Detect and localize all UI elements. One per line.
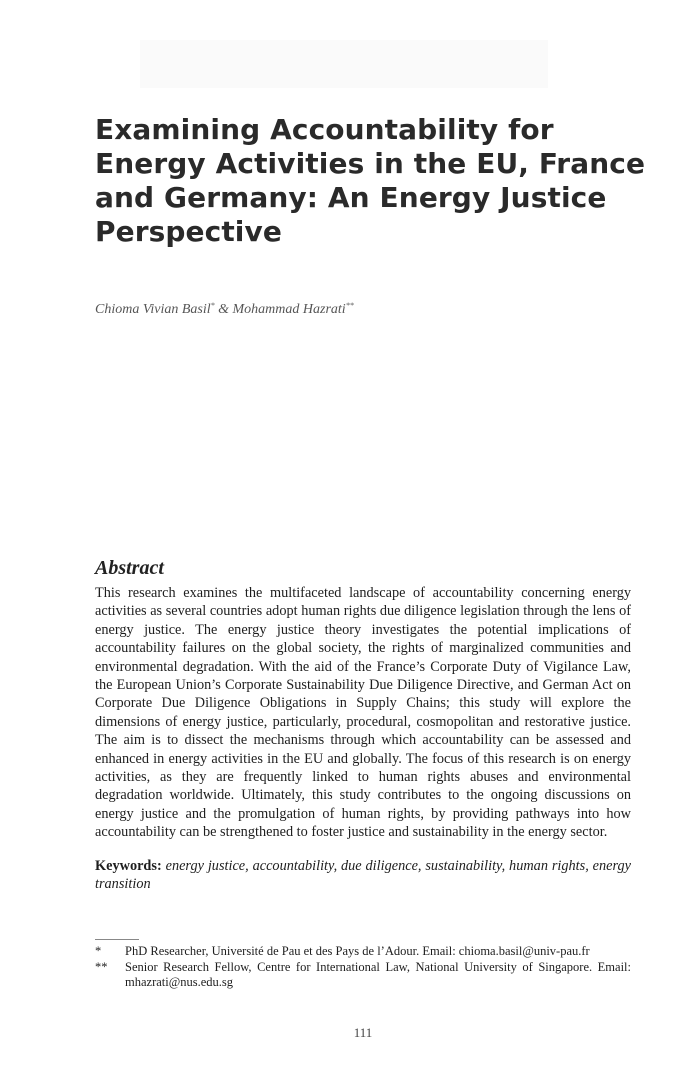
footnote-mark: * [95, 944, 102, 958]
abstract-body: This research examines the multifaceted landscape of accountability concerning energy activities as several countries adopt human rights due diligence legislation through the lens of energy justice. The energy justice theory investigates the potential implications of accountability failures on the global society, the rights of marginalized communities and environmental degradation. With the aid of the France’s Corporate Duty of Vigilance Law, the European Union’s Corporate Sustainability Due Diligence Directive, and German Act on Corporate Due Diligence Obligations in Supply Chains; this study will explore the dimensions of energy justice, particularly, procedural, cosmopolitan and restorative justice. The aim is to dissect the mechanisms through which accountability can be assessed and enhanced in energy activities in the EU and globally. The focus of this research is on energy activities, as they are frequently linked to human rights abuses and environmental degradation worldwide. Ultimately, this study contributes to the ongoing discussions on energy justice and the promulgation of human rights, by providing pathways into how accountability can be strengthened to foster justice and sustainability in the energy sector. [95, 585, 631, 841]
paper-title: Examining Accountability for Energy Activities in the EU, France and Germany: An Energy Justice Perspective [95, 113, 646, 248]
header-band [140, 40, 548, 88]
footnote-divider [95, 939, 139, 940]
abstract-heading: Abstract [95, 557, 164, 579]
author-name: Mohammad Hazrati [232, 302, 346, 317]
footnote-mark: * [210, 301, 215, 310]
footnote-mark: ** [95, 959, 108, 974]
author-line [95, 301, 354, 318]
page-number: 111 [353, 1025, 373, 1040]
footnote [95, 944, 631, 960]
keywords-label: Keywords: [95, 858, 162, 874]
keywords-paragraph [95, 857, 631, 894]
author-separator: & [214, 302, 233, 317]
footnote-text: Senior Research Fellow, Centre for International Law, National University of Singapore. Email: mhazrati@nus.edu.sg [125, 959, 631, 989]
footnote-text: PhD Researcher, Université de Pau et des Pays de l’Adour. Email: chioma.basil@univ-pau.fr [125, 944, 590, 958]
footnote-mark: ** [345, 301, 354, 310]
author-name: Chioma Vivian Basil [95, 302, 211, 317]
footnotes [95, 944, 631, 991]
footnote [95, 960, 631, 991]
keywords-list: energy justice, accountability, due diligence, sustainability, human rights, energy transition [95, 858, 632, 893]
